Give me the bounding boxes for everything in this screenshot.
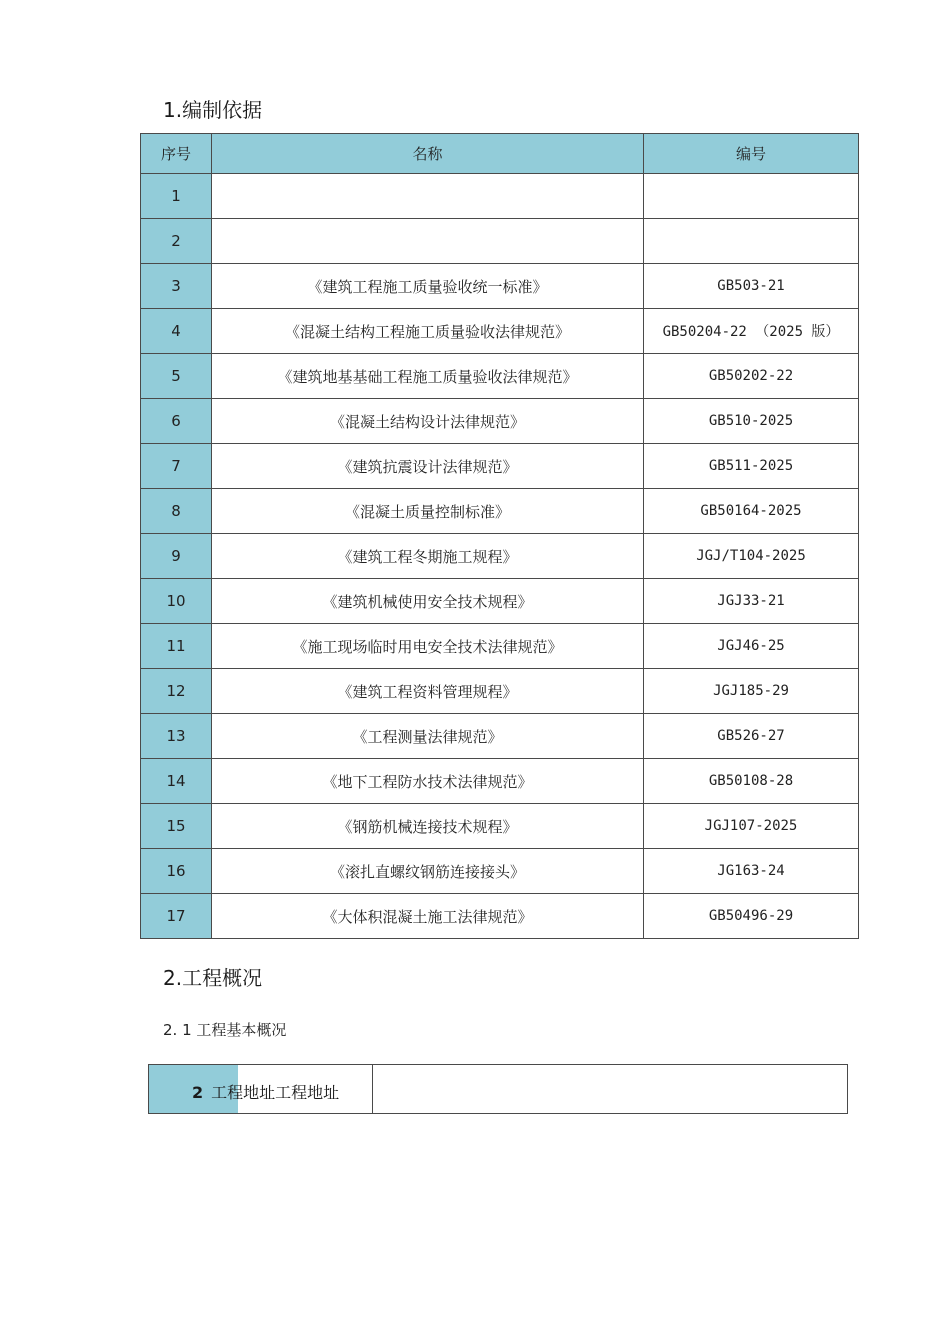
row-code: GB510-2025 [644,399,859,444]
row-code: GB50108-28 [644,759,859,804]
row-code: GB50204-22 （2025 版） [644,309,859,354]
section-2-title: 2.工程概况 [163,966,263,990]
table-row [141,174,859,219]
row-code: JGJ107-2025 [644,804,859,849]
row-seq: 11 [141,624,212,669]
header-seq: 序号 [141,134,212,174]
row-seq: 5 [141,354,212,399]
row-name: 《混凝土结构工程施工质量验收法律规范》 [212,309,644,354]
table-row [141,399,859,444]
row-seq: 13 [141,714,212,759]
table-row [141,444,859,489]
section-1-title: 1.编制依据 [163,98,263,122]
row-name: 《混凝土质量控制标准》 [212,489,644,534]
section-2-1-subtitle: 2. 1 工程基本概况 [163,1021,287,1039]
row-seq: 17 [141,894,212,939]
row-name [212,219,644,264]
row-seq: 2 [141,219,212,264]
table-row [141,534,859,579]
row-code: GB503-21 [644,264,859,309]
row-code: JGJ/T104-2025 [644,534,859,579]
row-seq: 10 [141,579,212,624]
overview-number: 2 [192,1083,204,1102]
table-row [141,624,859,669]
row-name [212,174,644,219]
row-code: GB50202-22 [644,354,859,399]
row-seq: 12 [141,669,212,714]
header-code: 编号 [644,134,859,174]
row-seq: 7 [141,444,212,489]
row-seq: 14 [141,759,212,804]
row-seq: 4 [141,309,212,354]
row-name: 《建筑地基基础工程施工质量验收法律规范》 [212,354,644,399]
row-seq: 8 [141,489,212,534]
overview-label-text: 工程地址工程地址 [211,1083,340,1102]
table-row [141,489,859,534]
row-name: 《地下工程防水技术法律规范》 [212,759,644,804]
row-code: GB511-2025 [644,444,859,489]
row-code: JG163-24 [644,849,859,894]
row-code [644,174,859,219]
table-row [141,309,859,354]
table-row [141,759,859,804]
row-seq: 1 [141,174,212,219]
table-row [141,669,859,714]
overview-column-divider [372,1065,373,1113]
header-name: 名称 [212,134,644,174]
overview-address-label [192,1080,339,1103]
row-code: GB50164-2025 [644,489,859,534]
row-seq: 6 [141,399,212,444]
row-name: 《施工现场临时用电安全技术法律规范》 [212,624,644,669]
row-name: 《滚扎直螺纹钢筋连接接头》 [212,849,644,894]
table-row [141,894,859,939]
table-row [141,264,859,309]
row-code: GB526-27 [644,714,859,759]
table-row [141,849,859,894]
row-code: JGJ33-21 [644,579,859,624]
table-row [141,714,859,759]
row-name: 《大体积混凝土施工法律规范》 [212,894,644,939]
table-row [141,804,859,849]
row-seq: 15 [141,804,212,849]
table-row [141,579,859,624]
row-seq: 16 [141,849,212,894]
row-code: JGJ46-25 [644,624,859,669]
row-name: 《工程测量法律规范》 [212,714,644,759]
row-name: 《混凝土结构设计法律规范》 [212,399,644,444]
table-row [141,219,859,264]
row-code: GB50496-29 [644,894,859,939]
table-header-row [141,134,859,174]
row-name: 《建筑工程施工质量验收统一标准》 [212,264,644,309]
row-code [644,219,859,264]
row-name: 《建筑机械使用安全技术规程》 [212,579,644,624]
row-name: 《建筑工程冬期施工规程》 [212,534,644,579]
row-name: 《钢筋机械连接技术规程》 [212,804,644,849]
project-overview-table [148,1064,848,1114]
row-seq: 9 [141,534,212,579]
row-name: 《建筑工程资料管理规程》 [212,669,644,714]
row-seq: 3 [141,264,212,309]
table-row [141,354,859,399]
row-name: 《建筑抗震设计法律规范》 [212,444,644,489]
row-code: JGJ185-29 [644,669,859,714]
standards-table [140,133,859,939]
